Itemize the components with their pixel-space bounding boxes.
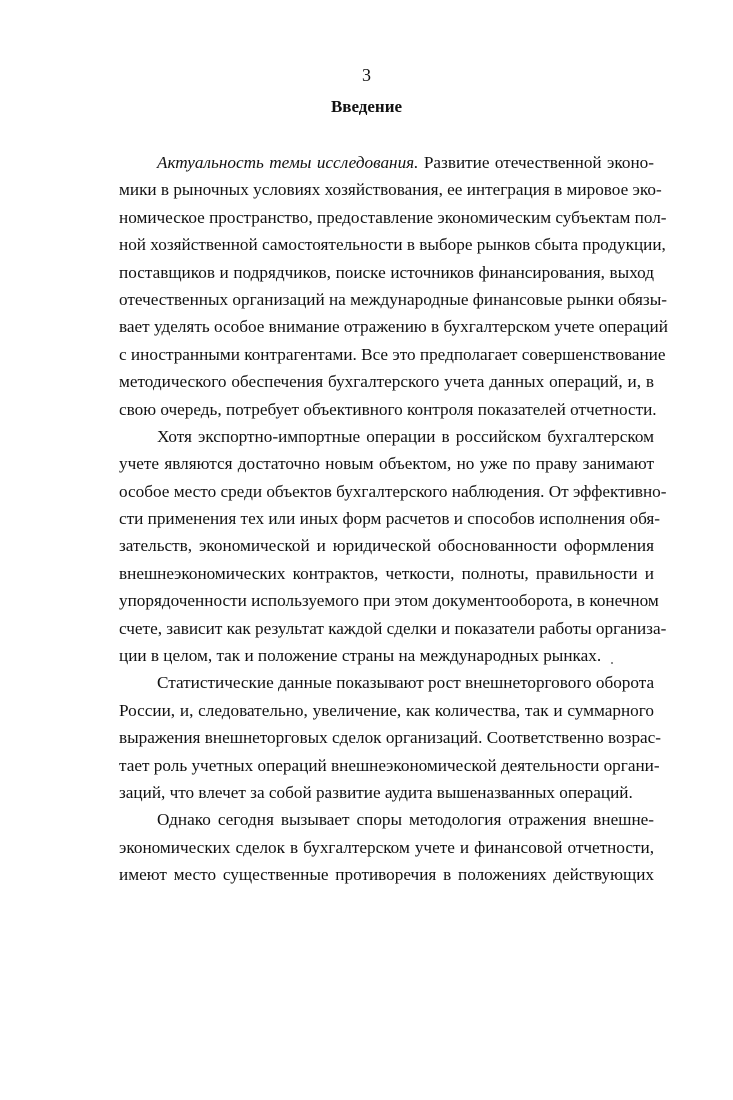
text-line: ной хозяйственной самостоятельности в выборе рынков сбыта продукции, (119, 235, 666, 255)
text-line: мики в рыночных условиях хозяйствования, ее интеграция в мировое эко- (119, 180, 662, 200)
paragraph-1 (119, 149, 668, 423)
text-line: Однако сегодня вызывает споры методология отражения внешне- (157, 810, 654, 830)
text-line: Статистические данные показывают рост внешнеторгового оборота (157, 673, 655, 693)
text-line: тает роль учетных операций внешнеэкономической деятельности органи- (119, 755, 660, 775)
text-line: вает уделять особое внимание отражению в бухгалтерском учете операций (119, 317, 668, 337)
text-line: экономических сделок в бухгалтерском учете и финансовой отчетности, (119, 837, 654, 857)
text-line: счете, зависит как результат каждой сделки и показатели работы организа- (119, 618, 667, 638)
text-line: упорядоченности используемого при этом документооборота, в конечном (119, 591, 659, 611)
italic-lead: Актуальность темы исследования. (157, 153, 419, 172)
text-line: России, и, следовательно, увеличение, как количества, так и суммарного (119, 700, 654, 720)
text-line: методического обеспечения бухгалтерского учета данных операций, и, в (119, 372, 654, 392)
section-heading: Введение (330, 97, 403, 116)
text-line: внешнеэкономических контрактов, четкости, полноты, правильности и (119, 563, 654, 583)
text-line: номическое пространство, предоставление экономическим субъектам пол- (119, 207, 667, 227)
text-line: выражения внешнеторговых сделок организаций. Соответственно возрас- (119, 728, 662, 748)
text-line: заций, что влечет за собой развитие аудита вышеназванных операций. (119, 782, 633, 802)
paragraph-2 (119, 423, 667, 670)
text-line: ции в целом, так и положение страны на международных рынках. (119, 646, 602, 666)
line-text: Развитие отечественной эконо- (418, 153, 654, 172)
text-line: зательств, экономической и юридической обоснованности оформления (119, 536, 654, 556)
paragraph-4 (119, 806, 654, 888)
text-line (119, 149, 654, 176)
text-line: отечественных организаций на международные финансовые рынки обязы- (119, 289, 667, 309)
paragraph-3 (119, 669, 662, 806)
text-line: поставщиков и подрядчиков, поиске источников финансирования, выход (119, 262, 654, 282)
text-line: с иностранными контрагентами. Все это предполагает совершенствование (119, 344, 666, 364)
text-line: особое место среди объектов бухгалтерского наблюдения. От эффективно- (119, 481, 667, 501)
text-line: имеют место существенные противоречия в положениях действующих (119, 865, 654, 885)
body-text (119, 149, 668, 889)
text-line: учете являются достаточно новым объектом, но уже по праву занимают (119, 454, 654, 474)
text-line: свою очередь, потребует объективного контроля показателей отчетности. (119, 399, 657, 419)
page-number: 3 (362, 65, 371, 85)
text-line: Хотя экспортно-импортные операции в российском бухгалтерском (157, 426, 654, 446)
text-line: сти применения тех или иных форм расчетов и способов исполнения обя- (119, 509, 661, 529)
scan-speck (611, 662, 613, 664)
